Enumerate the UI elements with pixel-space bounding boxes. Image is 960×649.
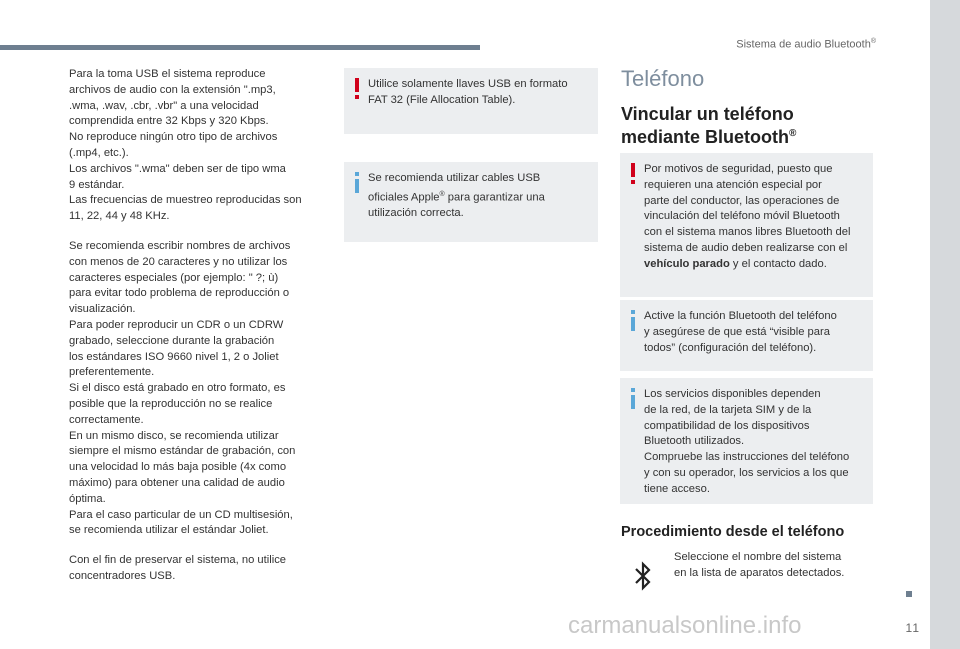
subsection-title: Vincular un teléfono mediante Bluetooth®: [621, 104, 797, 147]
page-number: 11: [905, 621, 920, 635]
info-icon: [352, 172, 362, 194]
info-icon: [628, 310, 638, 332]
bluetooth-icon: [634, 561, 652, 591]
usb-format-warning: Utilice solamente llaves USB en formato FAT 32 (File Allocation Table).: [344, 68, 598, 134]
page-sidebar: [930, 0, 960, 649]
header-bar: [0, 45, 480, 50]
warning-icon: [628, 163, 638, 185]
info-icon: [628, 388, 638, 410]
services-info: Los servicios disponibles dependen de la red, de la tarjeta SIM y de la compatibilidad de los dispositivos Bluetooth utilizados. Compruebe las instrucciones del teléfono y con su operador, los servicios a los que tiene acceso.: [620, 378, 873, 504]
usb-hub-paragraph: Con el fin de preservar el sistema, no utilice concentradores USB.: [69, 554, 287, 582]
procedure-step-text: Seleccione el nombre del sistema en la lista de aparatos detectados.: [674, 551, 845, 579]
page-marker: [906, 591, 912, 597]
filenames-paragraph: Se recomienda escribir nombres de archivos con menos de 20 caracteres y no utilizar los caracteres especiales (por ejemplo: " ?; ù) para evitar todo problema de reproducción o visualización. Para poder reproducir un CDR o un CDRW grabado, seleccione durante la grabación los estándares ISO 9660 nivel 1, 2 o Joliet preferentemente. Si el disco está grabado en otro formato, es posible que la reproducción no se realice correctamente. En un mismo disco, se recomienda utilizar siempre el mismo estándar de grabación, con una velocidad lo más baja posible (4x como máximo) para obtener una calidad de audio óptima. Para el caso particular de un CD multisesión, se recomienda utilizar el estándar Joliet.: [69, 239, 296, 537]
watermark: carmanualsonline.info: [568, 612, 802, 639]
usb-cable-info: Se recomienda utilizar cables USB oficiales Apple® para garantizar una utilización correcta.: [344, 162, 598, 242]
section-title: Teléfono: [621, 66, 705, 91]
left-column: [69, 67, 325, 599]
warning-icon: [352, 78, 362, 100]
page-header-title: Sistema de audio Bluetooth®: [736, 38, 876, 51]
usb-formats-paragraph: Para la toma USB el sistema reproduce archivos de audio con la extensión ".mp3, .wma, .wav, .cbr, .vbr" a una velocidad comprendida entre 32 Kbps y 320 Kbps. No reproduce ningún otro tipo de archivos (.mp4, etc.). Los archivos ".wma" deben ser de tipo wma 9 estándar. Las frecuencias de muestreo reproducidas son 11, 22, 44 y 48 KHz.: [69, 68, 302, 223]
bluetooth-activate-info: Active la función Bluetooth del teléfono y asegúrese de que está “visible para todos” (configuración del teléfono).: [620, 300, 873, 371]
procedure-title: Procedimiento desde el teléfono: [621, 524, 845, 540]
safety-warning: Por motivos de seguridad, puesto que requieren una atención especial por parte del conductor, las operaciones de vinculación del teléfono móvil Bluetooth con el sistema manos libres Bluetooth del sistema de audio deben realizarse con el vehículo parado y el contacto dado.: [620, 153, 873, 297]
